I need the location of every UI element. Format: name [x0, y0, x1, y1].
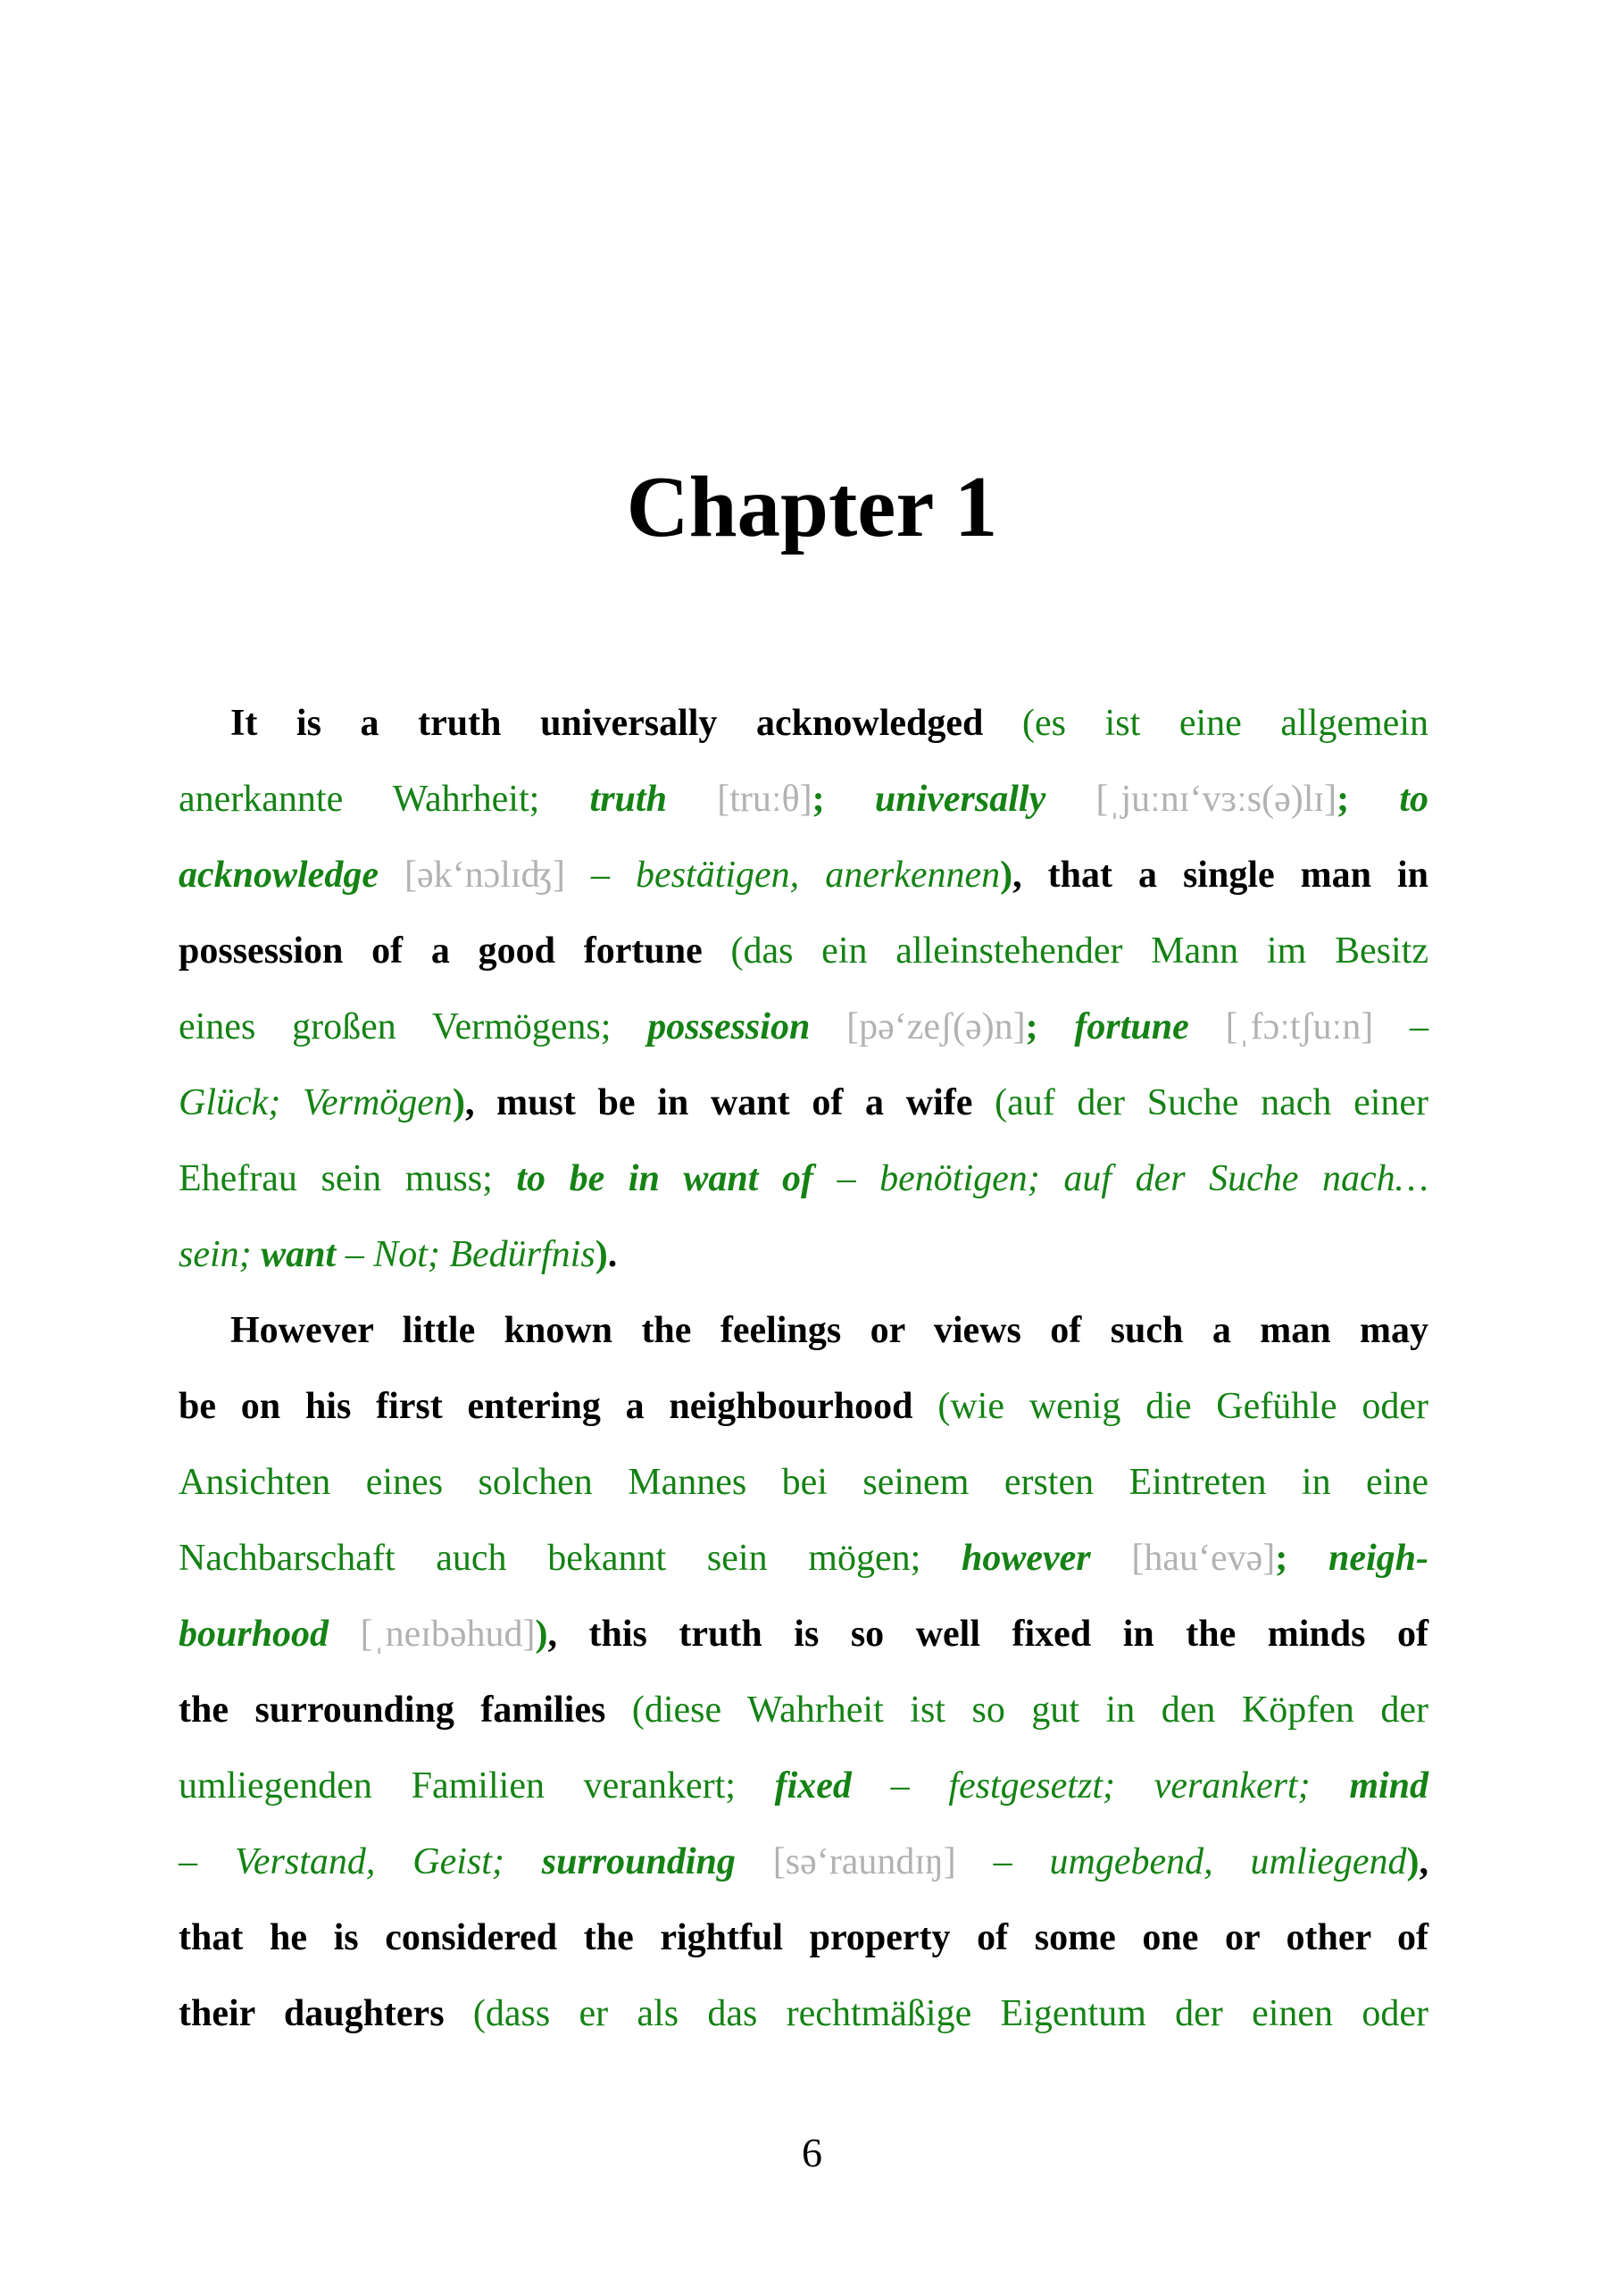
- page-number: 6: [802, 2130, 822, 2175]
- text-run: [ˌjuːnɪʻvɜːs(ə)lɪ]: [1095, 779, 1337, 820]
- text-run: to: [1399, 779, 1428, 820]
- text-run: .: [607, 1234, 618, 1275]
- text-run: , must be in want of a wife: [464, 1082, 995, 1123]
- text-run: fortune: [1074, 1006, 1226, 1047]
- text-run: to be in want of: [516, 1158, 837, 1199]
- text-line: [179, 1445, 1428, 1521]
- text-run: (dass er als das rechtmäßige Eigentum der einen oder: [472, 1993, 1428, 2034]
- text-run: – festgesetzt; verankert;: [890, 1765, 1350, 1807]
- text-run: ): [1000, 855, 1013, 896]
- text-line: [179, 762, 1428, 838]
- text-run: –: [1410, 1006, 1429, 1047]
- text-run: Glück; Vermögen: [179, 1082, 453, 1123]
- text-line: [179, 1900, 1428, 1976]
- text-run: ): [595, 1234, 608, 1275]
- text-run: Nachbarschaft auch bekannt sein mögen;: [179, 1538, 962, 1579]
- body-text: [179, 686, 1428, 2052]
- text-run: , this truth is so well fixed in the minds of: [547, 1614, 1429, 1655]
- text-run: [səʻraundɪŋ]: [772, 1841, 994, 1882]
- text-run: neigh-: [1328, 1538, 1428, 1579]
- text-run: – benötigen; auf der Suche nach…: [837, 1158, 1428, 1199]
- text-line: [179, 1369, 1428, 1445]
- text-run: , that a single man in: [1012, 855, 1429, 896]
- text-run: that he is considered the rightful property of some one or other of: [179, 1917, 1428, 1958]
- text-run: (das ein alleinstehender Mann im Besitz: [730, 930, 1428, 972]
- text-run: want: [261, 1234, 346, 1275]
- text-line: [179, 686, 1428, 762]
- text-run: [pəʻzeʃ(ə)n]: [846, 1006, 1026, 1047]
- text-run: their daughters: [179, 1993, 473, 2034]
- text-run: truth: [589, 779, 718, 820]
- text-run: [ˌfɔːtʃuːn]: [1225, 1006, 1411, 1047]
- text-run: ;: [1025, 1006, 1075, 1047]
- text-run: sein;: [179, 1234, 262, 1275]
- text-run: be on his first entering a neighbourhood: [179, 1386, 938, 1427]
- text-line: [179, 1673, 1428, 1748]
- text-line: [179, 914, 1428, 989]
- text-run: However little known the feelings or views of such a man may: [230, 1310, 1428, 1351]
- text-line: [179, 838, 1428, 914]
- text-run: fixed: [774, 1765, 891, 1807]
- text-run: bourhood: [179, 1614, 361, 1655]
- text-run: – Verstand, Geist;: [179, 1841, 542, 1882]
- text-run: ): [535, 1614, 548, 1655]
- text-run: umliegenden Familien verankert;: [179, 1765, 775, 1807]
- text-run: acknowledge: [179, 855, 404, 896]
- text-run: [əkʻnɔlɪʤ]: [404, 855, 592, 896]
- text-run: Ehefrau sein muss;: [179, 1158, 517, 1199]
- text-run: [hauʻevə]: [1131, 1538, 1276, 1579]
- text-line: [179, 1824, 1428, 1900]
- text-line: [179, 1521, 1428, 1597]
- text-run: however: [962, 1538, 1132, 1579]
- text-run: Ansichten eines solchen Mannes bei seinem ersten Eintreten in eine: [179, 1462, 1428, 1503]
- text-run: (es ist eine allgemein: [1021, 703, 1428, 744]
- text-run: the surrounding families: [179, 1690, 632, 1731]
- text-run: [truːθ]: [717, 779, 812, 820]
- text-run: – umgebend, umliegend: [993, 1841, 1407, 1882]
- text-run: possession: [647, 1006, 847, 1047]
- text-run: It is a truth universally acknowledged: [230, 703, 1022, 744]
- text-run: ;: [812, 779, 875, 820]
- text-run: ,: [1419, 1841, 1428, 1882]
- text-run: ): [452, 1082, 465, 1123]
- text-run: surrounding: [541, 1841, 773, 1882]
- text-line: [179, 1141, 1428, 1217]
- text-run: (auf der Suche nach einer: [995, 1082, 1429, 1123]
- text-run: (wie wenig die Gefühle oder: [937, 1386, 1428, 1427]
- text-run: universally: [874, 779, 1096, 820]
- chapter-title: Chapter 1: [626, 459, 998, 555]
- text-line: [179, 989, 1428, 1065]
- text-run: ;: [1337, 779, 1400, 820]
- text-run: eines großen Vermögens;: [179, 1006, 648, 1047]
- text-line: [179, 1976, 1428, 2052]
- text-run: – Not; Bedürfnis: [345, 1234, 595, 1275]
- text-run: anerkannte Wahrheit;: [179, 779, 590, 820]
- text-line: [179, 1065, 1428, 1141]
- text-line: [179, 1597, 1428, 1673]
- text-run: possession of a good fortune: [179, 930, 731, 972]
- text-run: ;: [1275, 1538, 1328, 1579]
- text-run: mind: [1349, 1765, 1429, 1807]
- text-line: [179, 1217, 1428, 1293]
- text-line: [179, 1293, 1428, 1369]
- text-run: ): [1406, 1841, 1420, 1882]
- text-run: – bestätigen, anerkennen: [591, 855, 1001, 896]
- text-line: [179, 1748, 1428, 1824]
- text-run: (diese Wahrheit ist so gut in den Köpfen der: [631, 1690, 1428, 1731]
- text-run: [ˌneɪbəhud]: [360, 1614, 536, 1655]
